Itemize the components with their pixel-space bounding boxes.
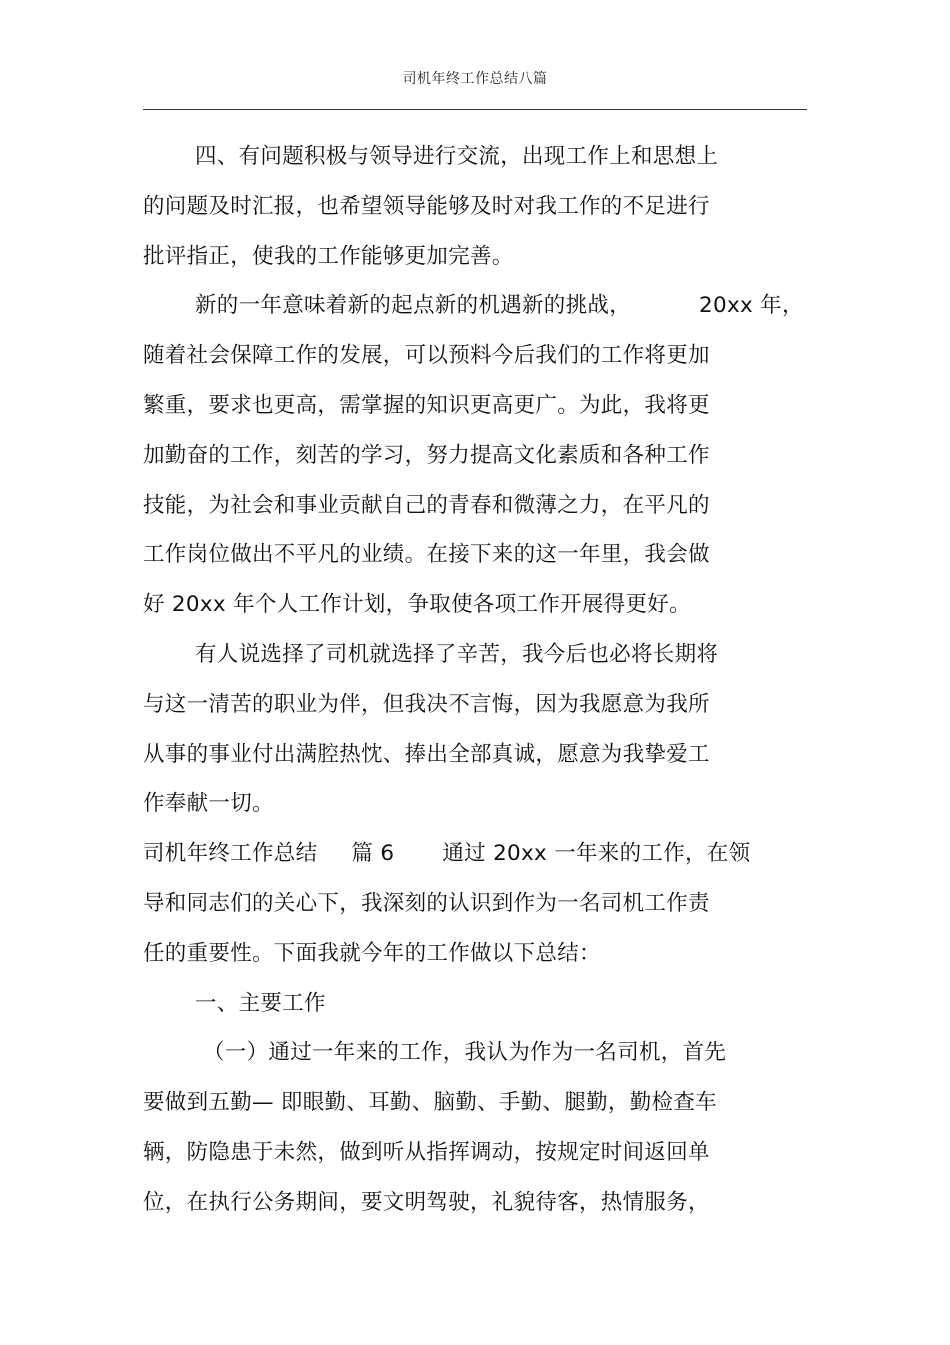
text-line: 任的重要性。下面我就今年的工作做以下总结： (143, 940, 601, 966)
text-line: 批评指正，使我的工作能够更加完善。 (143, 243, 514, 269)
text-line (143, 281, 807, 331)
section-number: 篇 6 (351, 841, 395, 867)
text-segment: 新的一年意味着新的起点新的机遇新的挑战， (195, 293, 632, 319)
text-line: 辆，防隐患于未然，做到听从指挥调动，按规定时间返回单 (143, 1139, 710, 1165)
text-line: 工作岗位做出不平凡的业绩。在接下来的这一年里，我会做 (143, 542, 710, 568)
text-line: 加勤奋的工作，刻苦的学习，努力提高文化素质和各种工作 (143, 442, 710, 468)
text-line: 从事的事业付出满腔热忱、捧出全部真诚，愿意为我挚爱工 (143, 741, 710, 767)
text-line: 四、有问题积极与领导进行交流，出现工作上和思想上 (195, 144, 719, 169)
text-line: 随着社会保障工作的发展，可以预料今后我们的工作将更加 (143, 343, 710, 369)
text-line: 技能，为社会和事业贡献自己的青春和微薄之力，在平凡的 (143, 492, 710, 518)
text-line: （一）通过一年来的工作，我认为作为一名司机，首先 (203, 1040, 727, 1066)
text-line: 有人说选择了司机就选择了辛苦，我今后也必将长期将 (195, 641, 719, 667)
text-segment: 通过 20xx 一年来的工作，在领 (442, 841, 751, 867)
page-header-title: 司机年终工作总结八篇 (402, 71, 548, 87)
document-body (143, 132, 807, 1228)
section-heading-line (143, 829, 807, 879)
header-divider (143, 109, 807, 110)
subheading: 一、主要工作 (195, 990, 326, 1016)
text-line: 位，在执行公务期间，要文明驾驶，礼貌待客，热情服务， (143, 1189, 710, 1215)
section-heading: 司机年终工作总结 (143, 841, 318, 867)
text-line: 导和同志们的关心下，我深刻的认识到作为一名司机工作责 (143, 890, 710, 916)
text-line: 繁重，要求也更高，需掌握的知识更高更广。为此，我将更 (143, 392, 710, 418)
text-line: 与这一清苦的职业为伴，但我决不言悔，因为我愿意为我所 (143, 691, 710, 717)
text-line: 的问题及时汇报，也希望领导能够及时对我工作的不足进行 (143, 193, 710, 219)
text-segment: 20xx 年， (699, 293, 804, 319)
text-line: 好 20xx 年个人工作计划，争取使各项工作开展得更好。 (143, 592, 691, 618)
text-line: 要做到五勤— 即眼勤、耳勤、脑勤、手勤、腿勤，勤检查车 (143, 1090, 717, 1116)
text-line: 作奉献一切。 (143, 791, 274, 817)
